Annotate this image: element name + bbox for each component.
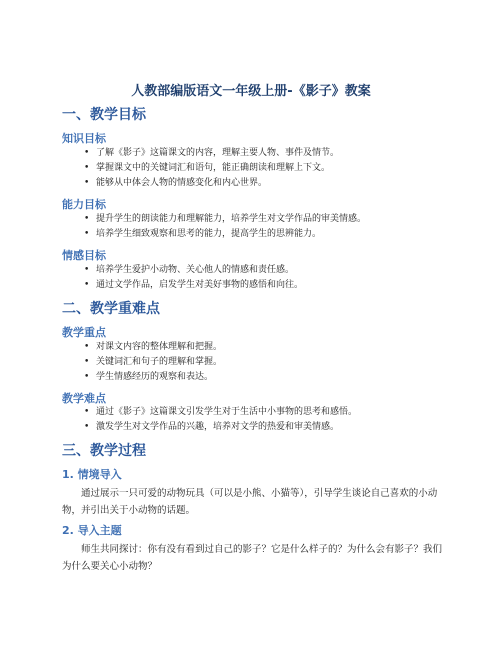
list-item: • 激发学生对文学作品的兴趣，培养对文学的热爱和审美情感。 <box>84 422 340 432</box>
bullet-icon: • <box>84 372 90 382</box>
subheading-knowledge-goals: 知识目标 <box>62 132 106 145</box>
list-item: • 了解《影子》这篇课文的内容，理解主要人物、事件及情节。 <box>84 148 340 158</box>
bullet-icon: • <box>84 265 90 275</box>
list-item: • 学生情感经历的观察和表达。 <box>84 372 214 382</box>
section-heading-teaching-goals: 一、教学目标 <box>62 107 146 123</box>
subheading-emotion-goals: 情感目标 <box>62 249 106 262</box>
list-item: • 培养学生细致观察和思考的能力，提高学生的思辨能力。 <box>84 229 322 239</box>
bullet-icon: • <box>84 280 90 290</box>
bullet-icon: • <box>84 342 90 352</box>
list-item: • 培养学生爱护小动物、关心他人的情感和责任感。 <box>84 265 295 275</box>
document-title: 人教部编版语文一年级上册-《影子》教案 <box>131 84 371 99</box>
list-item: • 对课文内容的整体理解和把握。 <box>84 342 223 352</box>
subheading-teaching-key: 教学重点 <box>62 326 106 339</box>
list-item: • 能够从中体会人物的情感变化和内心世界。 <box>84 178 268 188</box>
section-heading-teaching-process: 三、教学过程 <box>62 443 146 459</box>
bullet-icon: • <box>84 357 90 367</box>
subheading-step-1: 1. 情境导入 <box>62 468 122 481</box>
section-heading-key-difficulties: 二、教学重难点 <box>62 301 160 317</box>
subheading-step-2: 2. 导入主题 <box>62 524 122 537</box>
bullet-icon: • <box>84 214 90 224</box>
bullet-icon: • <box>84 178 90 188</box>
bullet-icon: • <box>84 148 90 158</box>
bullet-icon: • <box>84 229 90 239</box>
bullet-icon: • <box>84 407 90 417</box>
subheading-teaching-difficulty: 教学难点 <box>62 392 106 405</box>
subheading-ability-goals: 能力目标 <box>62 198 106 211</box>
bullet-icon: • <box>84 163 90 173</box>
list-item: • 提升学生的朗读能力和理解能力，培养学生对文学作品的审美情感。 <box>84 214 367 224</box>
paragraph-step-2: 师生共同探讨：你有没有看到过自己的影子？它是什么样子的？为什么会有影子？我们为什么要关心小动物？ <box>62 544 443 572</box>
list-item: • 通过文学作品，启发学生对美好事物的感悟和向往。 <box>84 280 304 290</box>
list-item: • 关键词汇和句子的理解和掌握。 <box>84 357 223 367</box>
list-item: • 掌握课文中的关键词汇和语句，能正确朗读和理解上下文。 <box>84 163 331 173</box>
list-item: • 通过《影子》这篇课文引发学生对于生活中小事物的思考和感悟。 <box>84 407 358 417</box>
paragraph-step-1: 通过展示一只可爱的动物玩具（可以是小熊、小猫等），引导学生谈论自己喜欢的小动物，并引出关于小动物的话题。 <box>62 488 438 516</box>
bullet-icon: • <box>84 422 90 432</box>
